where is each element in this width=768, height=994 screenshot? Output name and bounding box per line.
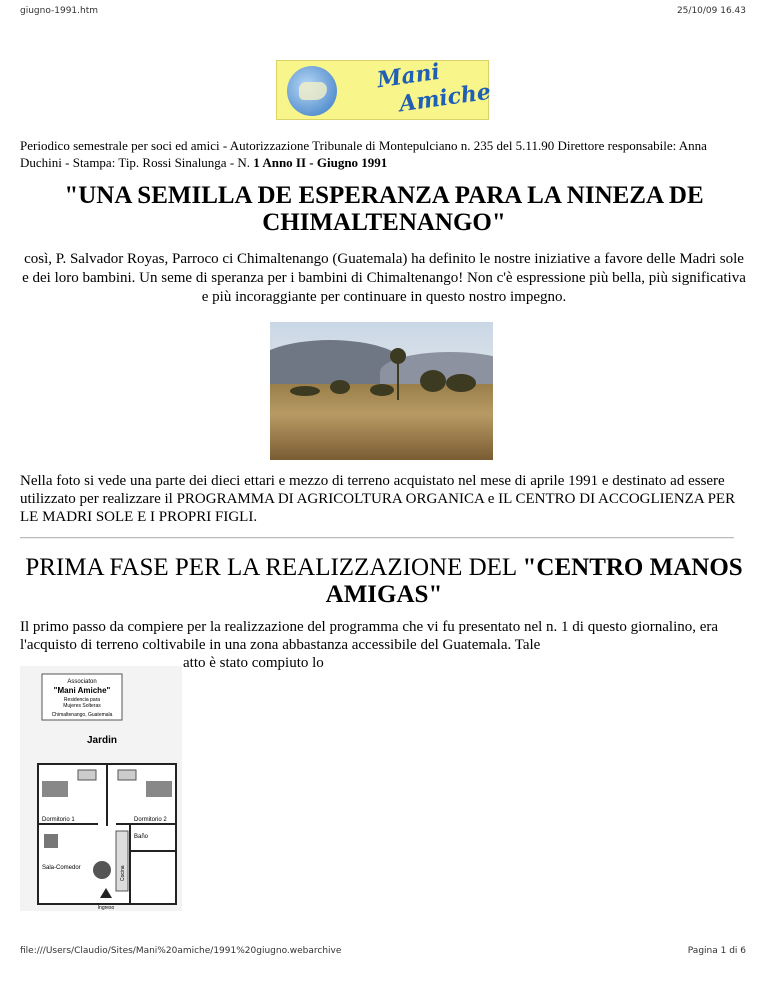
plan-label-cocina: Cocina	[120, 865, 126, 881]
globe-icon	[287, 66, 337, 116]
plan-label-place: Chimaltenango, Guatemala	[51, 712, 113, 718]
plan-label-jardin: Jardin	[86, 735, 118, 746]
print-footer-page: Pagina 1 di 6	[687, 946, 746, 956]
article-title-1: "UNA SEMILLA DE ESPERANZA PARA LA NINEZA DE CHIMALTENANGO"	[64, 182, 704, 236]
plan-label-dorm2: Dormitorio 2	[134, 817, 167, 823]
land-photo	[270, 322, 493, 460]
publication-info	[20, 137, 750, 171]
plan-label-ingreso: Ingreso	[97, 905, 115, 911]
floor-plan-image	[20, 666, 182, 911]
article-title-2-plain: PRIMA FASE PER LA REALIZZAZIONE DEL	[25, 554, 523, 581]
article-paragraph-2: Nella foto si vede una parte dei dieci ettari e mezzo di terreno acquistato nel mese di aprile 1991 e destinato ad essere utilizzato per realizzare il PROGRAMMA DI AGRICOLTURA ORGANICA e IL CENTRO DI ACCOGLIENZA PER LE MADRI SOLE E I PROPRI FIGLI.	[20, 473, 736, 525]
issue-number: 1 Anno II - Giugno 1991	[253, 155, 388, 170]
publication-info-text: Periodico semestrale per soci ed amici - Autorizzazione Tribunale di Montepulciano n. 235 del 5.11.90 Direttore responsabile: Anna Duchini - Stampa: Tip. Rossi Sinalunga - N.	[20, 138, 707, 170]
mani-amiche-logo	[276, 58, 493, 120]
article-paragraph-3: Il primo passo da compiere per la realizzazione del programma che vi fu presentato nel n. 1 di questo giornalino, era l'acquisto di terreno coltivabile in una zona abbastanza accessibile del Guatemala. Tale	[20, 619, 719, 653]
plan-label-sub1: Residencia para	[63, 697, 101, 703]
section-divider	[20, 537, 734, 539]
print-header-datetime: 25/10/09 16.43	[676, 6, 746, 16]
logo-text-line2: Amiche	[397, 78, 493, 118]
article-paragraph-3-continuation: atto è stato compiuto lo	[183, 655, 324, 671]
print-header-filename: giugno-1991.htm	[20, 6, 99, 16]
article-title-2-bold: "CENTRO MANOS AMIGAS"	[325, 554, 743, 608]
plan-label-sala: Sala-Comedor	[42, 865, 81, 871]
plan-label-sub2: Mujeres Solteras	[63, 703, 101, 709]
logo-text-line1: Mani	[375, 58, 442, 94]
article-title-2	[20, 554, 748, 608]
plan-label-dorm1: Dormitorio 1	[42, 817, 75, 823]
print-footer-path: file:///Users/Claudio/Sites/Mani%20amiche/1991%20giugno.webarchive	[20, 946, 342, 956]
plan-label-bano: Baño	[134, 834, 149, 840]
article-paragraph-1: così, P. Salvador Royas, Parroco ci Chimaltenango (Guatemala) ha definito le nostre iniziative a favore delle Madri sole e dei loro bambini. Un seme di speranza per i bambini di Chimaltenango! Non c'è espressione più bella, più significativa e più incoraggiante per continuare in questo nostro impegno.	[22, 251, 746, 305]
plan-label-name: "Mani Amiche"	[53, 686, 111, 695]
plan-label-assoc: Associaton	[67, 679, 97, 685]
